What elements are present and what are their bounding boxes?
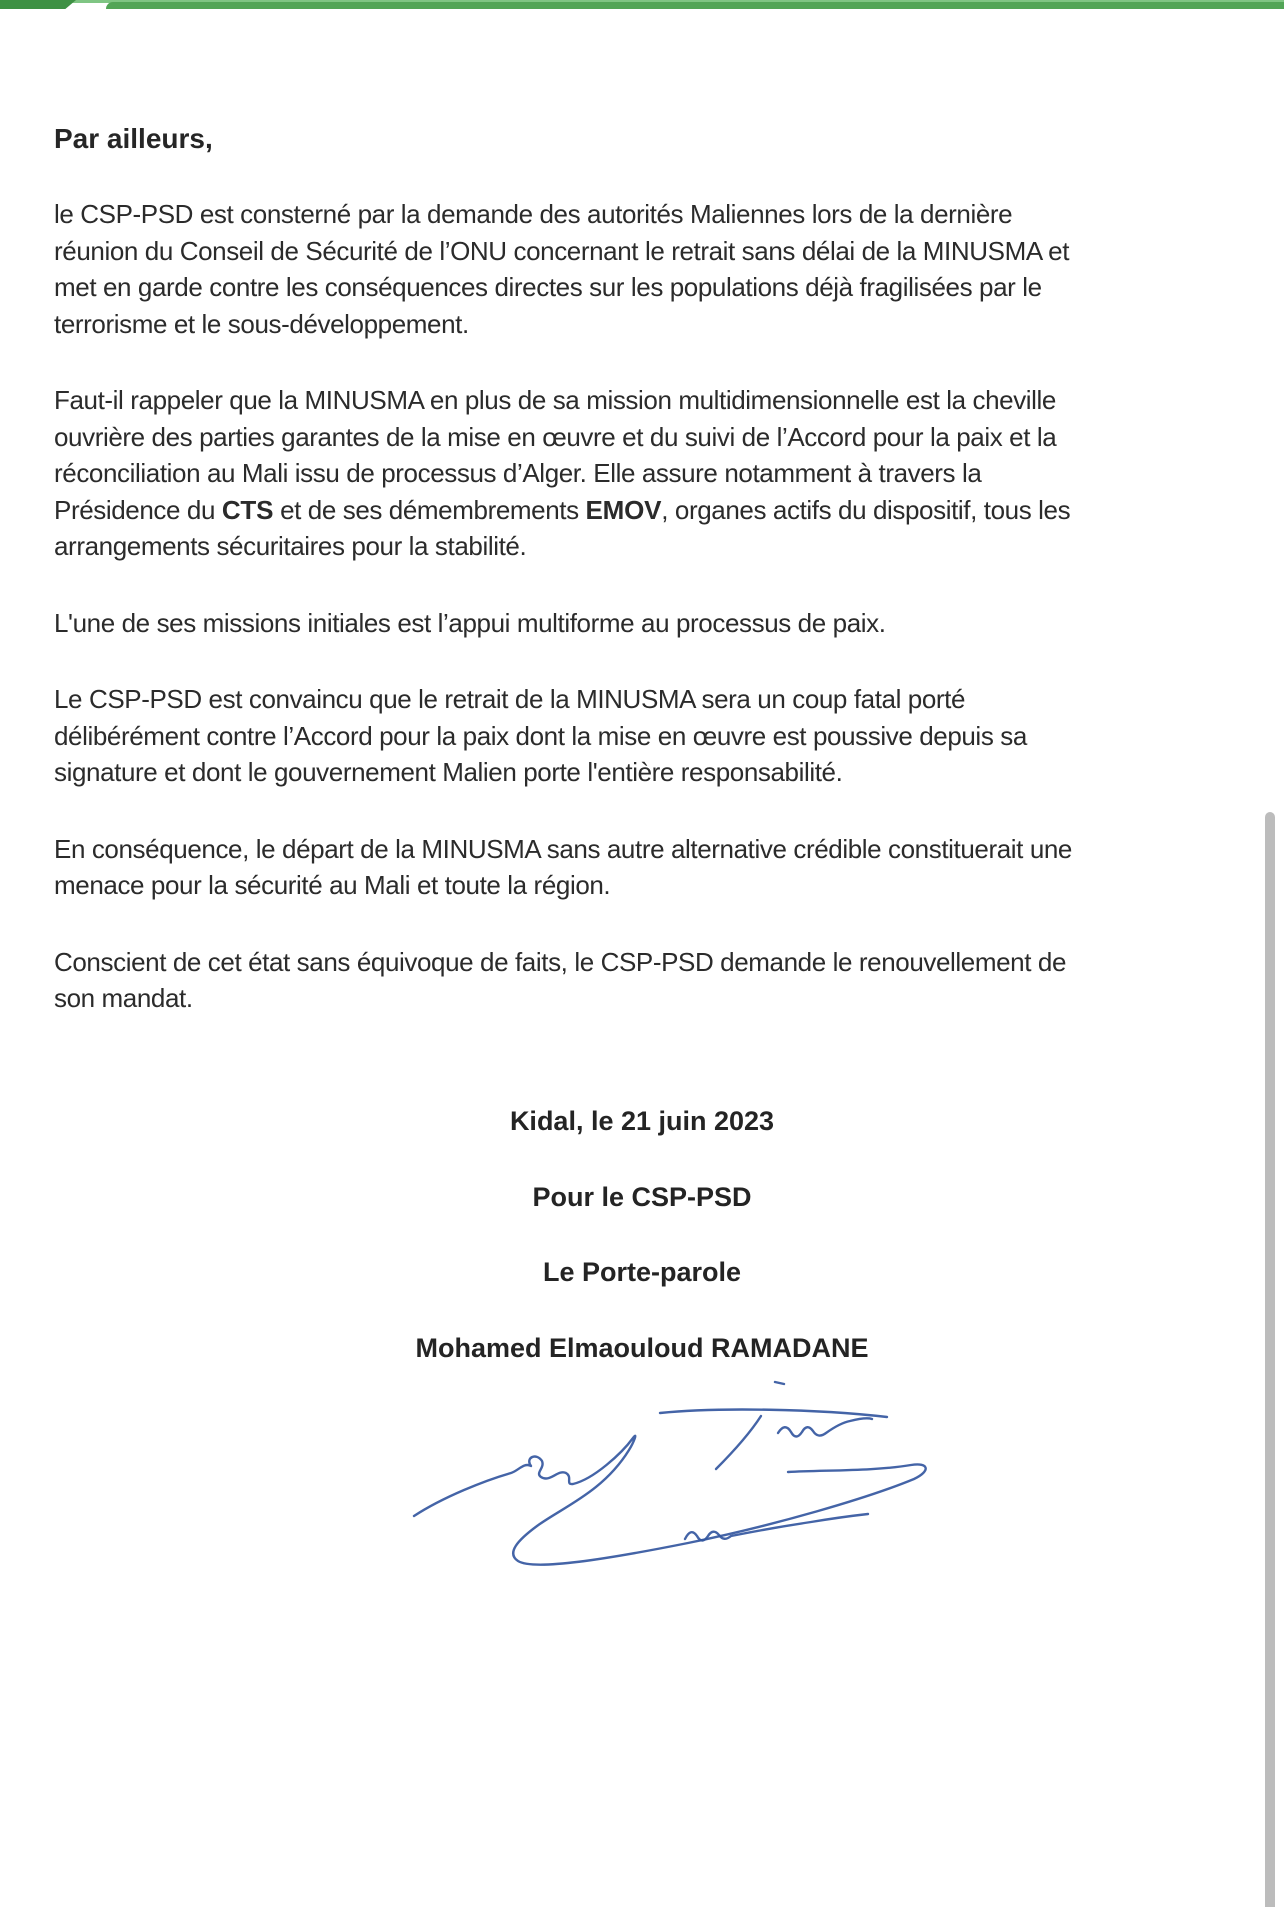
text-line	[54, 831, 1204, 868]
text-segment: menace pour la sécurité au Mali et toute la région.	[54, 870, 611, 900]
text-line	[54, 605, 1204, 642]
closing-role-line: Le Porte-parole	[542, 1257, 742, 1287]
text-segment: son mandat.	[54, 983, 193, 1013]
text-line	[54, 754, 1204, 791]
paragraph	[54, 681, 1204, 791]
signature-stroke-dot	[775, 1382, 784, 1384]
text-line	[54, 980, 1204, 1017]
text-segment: réunion du Conseil de Sécurité de l’ONU concernant le retrait sans délai de la MINUSMA et	[54, 235, 1070, 266]
text-line	[54, 944, 1204, 981]
handwritten-signature	[398, 1376, 958, 1591]
closing-name-line: Mohamed Elmaouloud RAMADANE	[415, 1332, 869, 1363]
text-line	[54, 306, 1204, 343]
text-segment: , organes actifs du dispositif, tous les	[661, 494, 1071, 525]
letter-heading: Par ailleurs,	[54, 123, 213, 154]
text-segment: Faut-il rappeler que la MINUSMA en plus de sa mission multidimensionnelle est la cheville	[54, 385, 1056, 415]
text-segment: le CSP-PSD est consterné par la demande des autorités Maliennes lors de la dernière	[54, 199, 1013, 229]
bold-text-segment: CTS	[221, 494, 274, 525]
scrollbar-thumb[interactable]	[1265, 812, 1275, 1907]
signature-stroke-t-stem	[716, 1416, 761, 1469]
letter-closing	[0, 1103, 1284, 1405]
page-top-border	[0, 0, 1284, 10]
text-segment: met en garde contre les conséquences directes sur les populations déjà fragilisées par le	[54, 272, 1042, 302]
text-segment: délibérément contre l’Accord pour la paix dont la mise en œuvre est poussive depuis sa	[54, 720, 1027, 751]
text-segment: ouvrière des parties garantes de la mise en œuvre et du suivi de l’Accord pour la paix et la	[54, 421, 1057, 452]
text-segment: terrorisme et le sous-développement.	[54, 308, 469, 339]
text-line	[54, 528, 1204, 565]
text-segment: signature et dont le gouvernement Malien porte l'entière responsabilité.	[54, 757, 843, 787]
signature-stroke-bottom-squiggle	[685, 1514, 868, 1541]
signature-stroke-top-bar	[660, 1410, 887, 1417]
text-segment: et de ses démembrements	[273, 494, 586, 525]
text-segment: En conséquence, le départ de la MINUSMA sans autre alternative crédible constituerait une	[54, 833, 1072, 864]
text-line	[54, 419, 1204, 456]
paragraph	[54, 944, 1204, 1017]
text-line	[54, 455, 1204, 492]
text-segment: Présidence du	[54, 494, 222, 525]
paragraph	[54, 605, 1204, 642]
signature-stroke-main	[414, 1436, 926, 1565]
text-segment: réconciliation au Mali issu de processus d’Alger. Elle assure notamment à travers la	[54, 458, 982, 488]
top-border-bar	[106, 2, 1284, 9]
paragraph	[54, 831, 1204, 904]
closing-org-line: Pour le CSP-PSD	[532, 1181, 752, 1212]
text-segment: arrangements sécuritaires pour la stabilité.	[54, 531, 527, 561]
text-line	[54, 269, 1204, 306]
letter-body	[54, 120, 1204, 1057]
text-segment: Conscient de cet état sans équivoque de faits, le CSP-PSD demande le renouvellement de	[54, 946, 1066, 977]
top-border-left-segment	[0, 0, 76, 9]
text-line	[54, 233, 1204, 270]
text-line	[54, 492, 1204, 529]
text-line	[54, 718, 1204, 755]
text-segment: Le CSP-PSD est convaincu que le retrait de la MINUSMA sera un coup fatal porté	[54, 684, 966, 714]
text-line	[54, 681, 1204, 718]
letter-paragraphs	[54, 196, 1204, 1017]
signature-stroke-top-squiggle	[778, 1418, 872, 1436]
closing-date-line: Kidal, le 21 juin 2023	[509, 1106, 775, 1136]
bold-text-segment: EMOV	[585, 494, 662, 525]
paragraph	[54, 382, 1204, 565]
text-line	[54, 196, 1204, 233]
text-line	[54, 867, 1204, 904]
text-line	[54, 382, 1204, 419]
text-segment: L'une de ses missions initiales est l’appui multiforme au processus de paix.	[54, 607, 886, 638]
paragraph	[54, 196, 1204, 342]
